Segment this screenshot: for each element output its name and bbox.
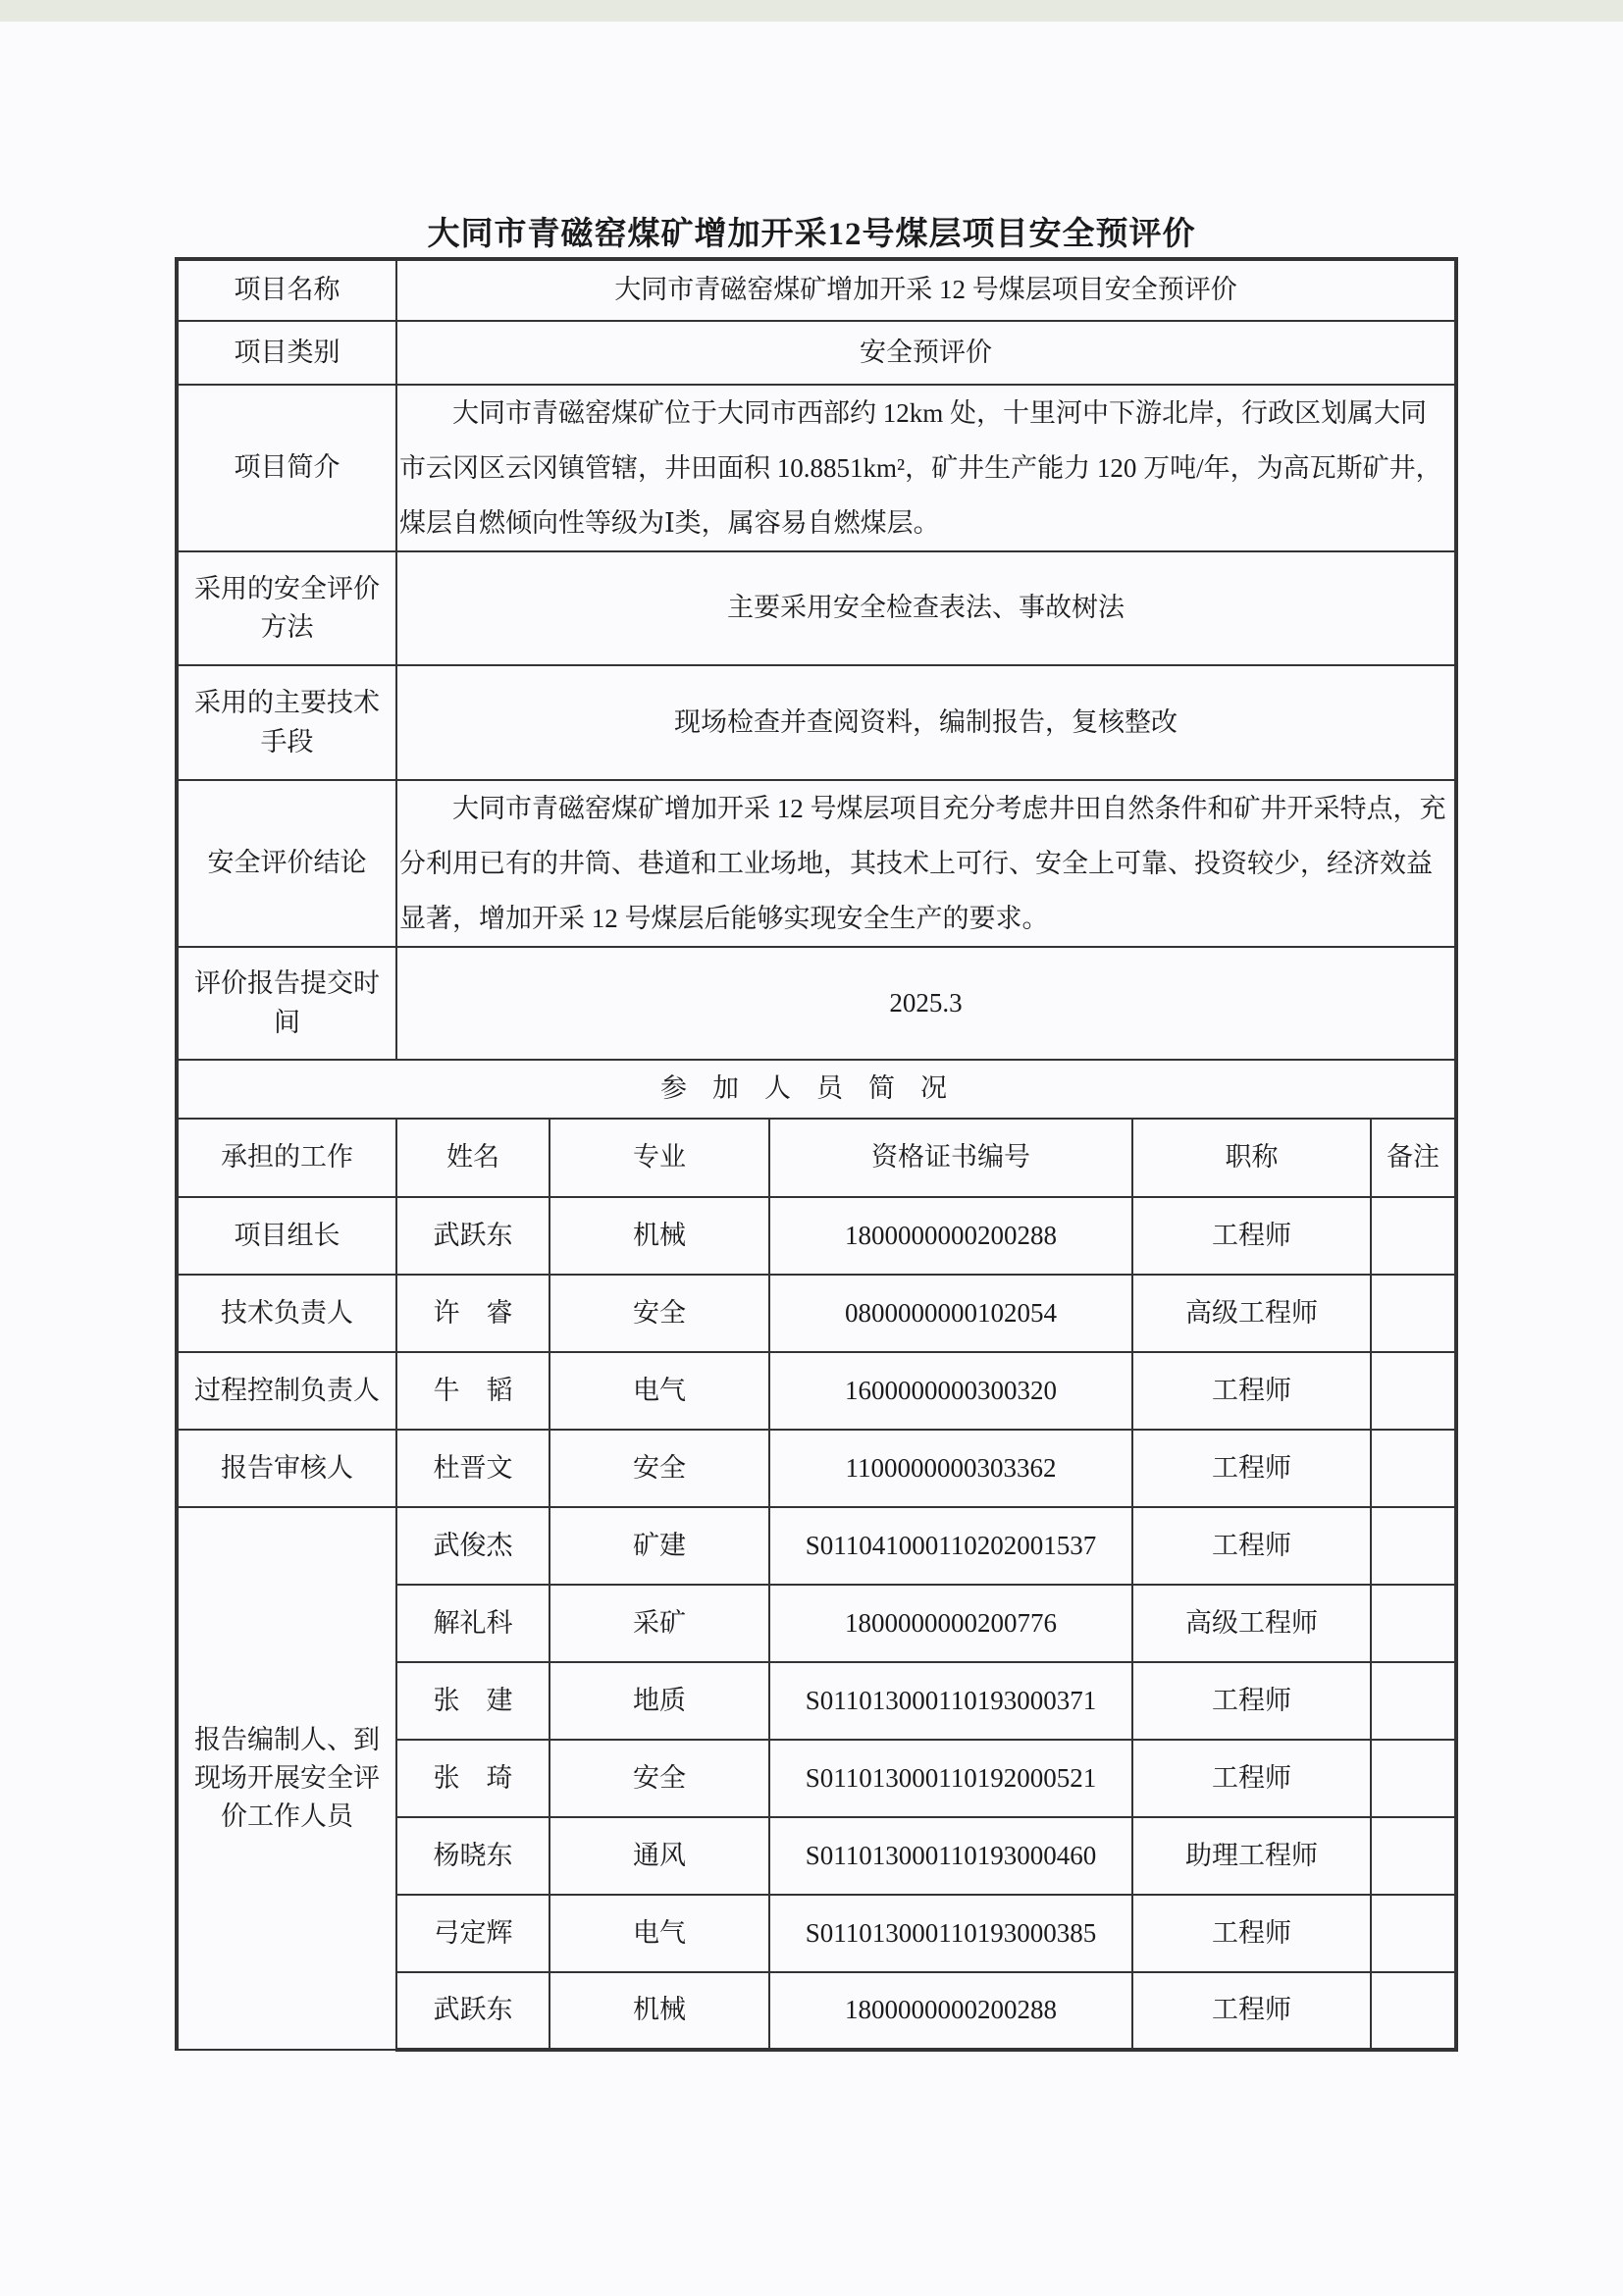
cell-cert: S011013000110193000371 [769, 1662, 1132, 1740]
cell-cert: S011013000110192000521 [769, 1740, 1132, 1817]
cell-cert: 0800000000102054 [769, 1275, 1132, 1352]
cell-title: 工程师 [1132, 1352, 1371, 1430]
cell-title: 工程师 [1132, 1740, 1371, 1817]
column-header: 资格证书编号 [769, 1119, 1132, 1197]
cell-cert: S011013000110193000460 [769, 1817, 1132, 1895]
info-row [177, 385, 1456, 551]
info-row [177, 259, 1456, 321]
cell-major: 安全 [550, 1740, 769, 1817]
cell-role: 过程控制负责人 [177, 1352, 396, 1430]
cell-title: 助理工程师 [1132, 1817, 1371, 1895]
cell-name: 弓定辉 [396, 1895, 550, 1972]
cell-major: 机械 [550, 1197, 769, 1275]
cell-note [1371, 1352, 1456, 1430]
info-label: 项目简介 [177, 385, 396, 551]
cell-name: 杨晓东 [396, 1817, 550, 1895]
info-label: 项目类别 [177, 321, 396, 385]
column-header: 承担的工作 [177, 1119, 396, 1197]
cell-role: 项目组长 [177, 1197, 396, 1275]
cell-note [1371, 1585, 1456, 1662]
info-row [177, 780, 1456, 947]
table-row [177, 1507, 1456, 1585]
cell-note [1371, 1430, 1456, 1507]
cell-major: 安全 [550, 1430, 769, 1507]
cell-cert: 1100000000303362 [769, 1430, 1132, 1507]
info-row [177, 665, 1456, 780]
cell-note [1371, 1740, 1456, 1817]
cell-title: 高级工程师 [1132, 1585, 1371, 1662]
info-value: 主要采用安全检查表法、事故树法 [396, 551, 1456, 665]
cell-title: 工程师 [1132, 1662, 1371, 1740]
column-header: 备注 [1371, 1119, 1456, 1197]
cell-major: 电气 [550, 1352, 769, 1430]
cell-note [1371, 1817, 1456, 1895]
cell-name: 张 建 [396, 1662, 550, 1740]
cell-role: 技术负责人 [177, 1275, 396, 1352]
cell-major: 采矿 [550, 1585, 769, 1662]
cell-name: 武俊杰 [396, 1507, 550, 1585]
info-row [177, 947, 1456, 1060]
cell-title: 工程师 [1132, 1507, 1371, 1585]
cell-major: 通风 [550, 1817, 769, 1895]
cell-name: 杜晋文 [396, 1430, 550, 1507]
cell-title: 工程师 [1132, 1430, 1371, 1507]
info-row [177, 551, 1456, 665]
cell-note [1371, 1197, 1456, 1275]
table-row [177, 1352, 1456, 1430]
info-label: 评价报告提交时间 [177, 947, 396, 1060]
cell-major: 矿建 [550, 1507, 769, 1585]
cell-major: 机械 [550, 1972, 769, 2050]
cell-major: 电气 [550, 1895, 769, 1972]
column-header: 姓名 [396, 1119, 550, 1197]
info-label: 项目名称 [177, 259, 396, 321]
cell-cert: S011041000110202001537 [769, 1507, 1132, 1585]
cell-name: 许 睿 [396, 1275, 550, 1352]
cell-cert: 1800000000200776 [769, 1585, 1132, 1662]
info-label: 采用的安全评价方法 [177, 551, 396, 665]
cell-name: 张 琦 [396, 1740, 550, 1817]
info-label: 安全评价结论 [177, 780, 396, 947]
cell-title: 工程师 [1132, 1197, 1371, 1275]
personnel-heading: 参加人员简况 [177, 1060, 1456, 1119]
cell-name: 武跃东 [396, 1197, 550, 1275]
info-value: 大同市青磁窑煤矿增加开采 12 号煤层项目充分考虑井田自然条件和矿井开采特点，充分利用已有的井筒、巷道和工业场地，其技术上可行、安全上可靠、投资较少，经济效益显著，增加开采 12 号煤层后能够实现安全生产的要求。 [396, 780, 1456, 947]
info-label: 采用的主要技术手段 [177, 665, 396, 780]
cell-note [1371, 1972, 1456, 2050]
info-value: 安全预评价 [396, 321, 1456, 385]
cell-note [1371, 1895, 1456, 1972]
cell-name: 牛 韬 [396, 1352, 550, 1430]
cell-note [1371, 1275, 1456, 1352]
cell-cert: 1800000000200288 [769, 1197, 1132, 1275]
info-value: 大同市青磁窑煤矿增加开采 12 号煤层项目安全预评价 [396, 259, 1456, 321]
cell-title: 工程师 [1132, 1972, 1371, 2050]
cell-cert: 1600000000300320 [769, 1352, 1132, 1430]
info-value: 现场检查并查阅资料，编制报告，复核整改 [396, 665, 1456, 780]
cell-role: 报告审核人 [177, 1430, 396, 1507]
cell-name: 武跃东 [396, 1972, 550, 2050]
column-header: 专业 [550, 1119, 769, 1197]
cell-title: 工程师 [1132, 1895, 1371, 1972]
info-value: 2025.3 [396, 947, 1456, 1060]
cell-note [1371, 1507, 1456, 1585]
info-row [177, 321, 1456, 385]
table-row [177, 1197, 1456, 1275]
info-value: 大同市青磁窑煤矿位于大同市西部约 12km 处，十里河中下游北岸，行政区划属大同市云冈区云冈镇管辖，井田面积 10.8851km²，矿井生产能力 120 万吨/年，为高瓦斯矿井，煤层自燃倾向性等级为Ⅰ类，属容易自燃煤层。 [396, 385, 1456, 551]
cell-note [1371, 1662, 1456, 1740]
document-title: 大同市青磁窑煤矿增加开采12号煤层项目安全预评价 [427, 217, 1196, 252]
cell-title: 高级工程师 [1132, 1275, 1371, 1352]
column-header: 职称 [1132, 1119, 1371, 1197]
table-row [177, 1275, 1456, 1352]
scan-edge [0, 0, 1623, 22]
cell-major: 地质 [550, 1662, 769, 1740]
column-header-row [177, 1119, 1456, 1197]
table-row [177, 1430, 1456, 1507]
project-table [175, 257, 1458, 2052]
cell-role-group: 报告编制人、到现场开展安全评价工作人员 [177, 1507, 396, 2050]
cell-major: 安全 [550, 1275, 769, 1352]
cell-cert: S011013000110193000385 [769, 1895, 1132, 1972]
cell-cert: 1800000000200288 [769, 1972, 1132, 2050]
cell-name: 解礼科 [396, 1585, 550, 1662]
